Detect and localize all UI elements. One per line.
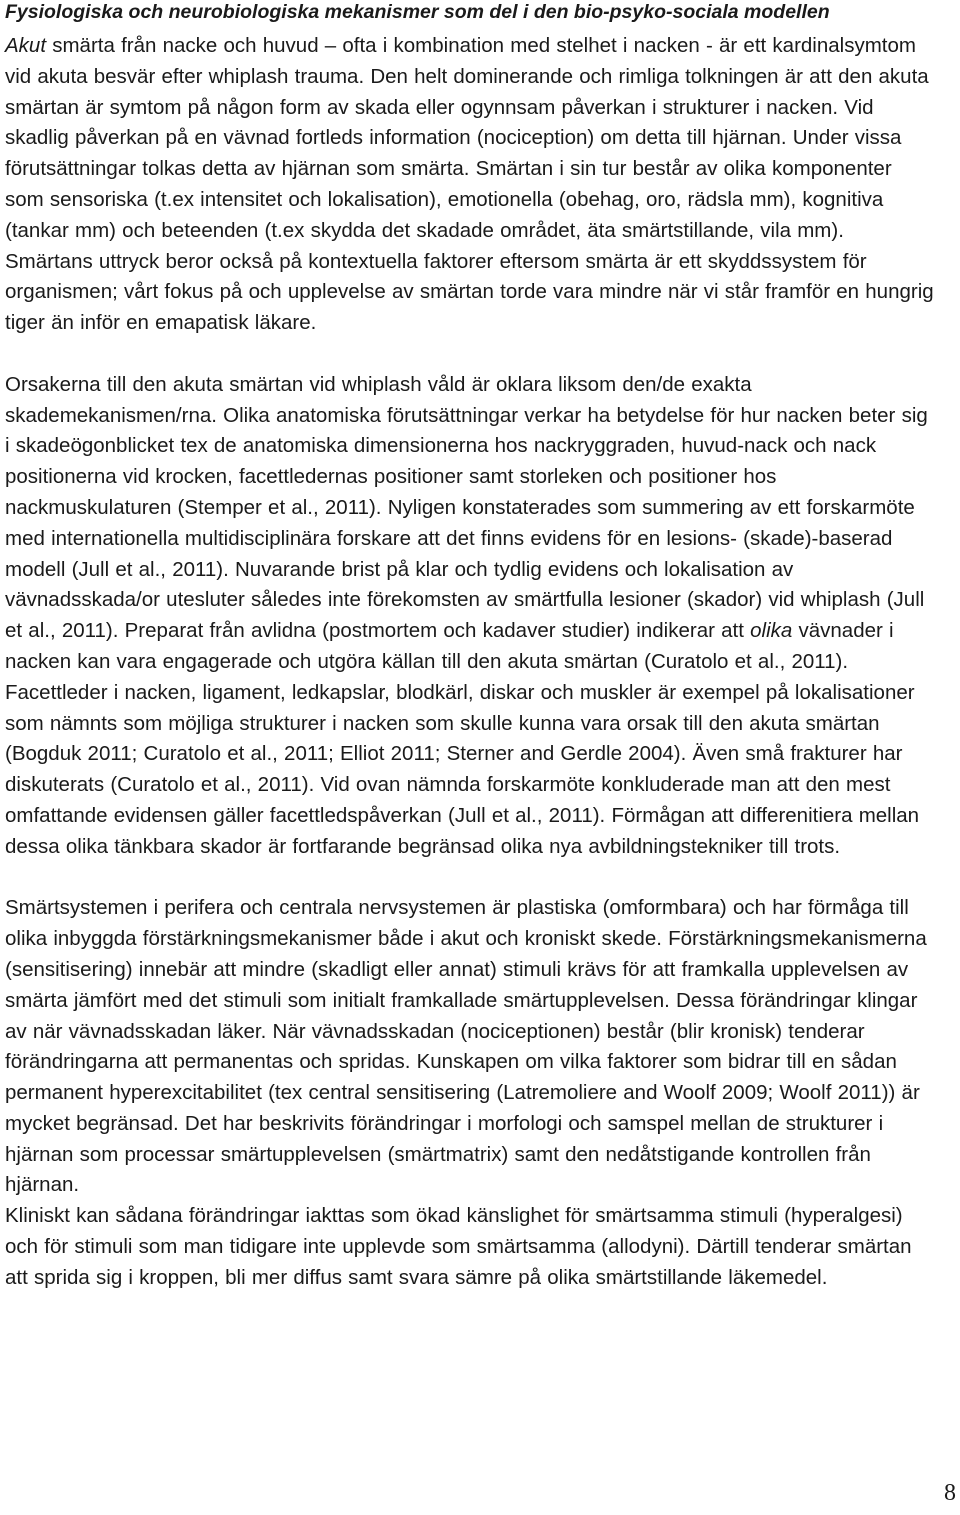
paragraph-causes [5, 370, 935, 863]
paragraph-spacer [5, 339, 935, 370]
emphasized-word: olika [750, 619, 793, 643]
paragraph-text: Orsakerna till den akuta smärtan vid whiplash våld är oklara liksom den/de exakta skademekanismen/rna. Olika anatomiska förutsättningar verkar ha betydelse för hur nacken beter sig i skadeögonblicket tex de anatomiska dimensionerna hos nackryggraden, huvud-nack och nack positionerna vid krocken, facettledernas positioner samt storleken och positioner hos nackmuskulaturen (Stemper et al., 2011). Nyligen konstaterades som summering av ett forskarmöte med internationella multidisciplinära forskare att det finns evidens för en lesions- (skade)-baserad modell (Jull et al., 2011). Nuvarande brist på klar och tydlig evidens och lokalisation av vävnadsskada/or utesluter således inte förekomsten av smärtfulla lesioner (skador) vid whiplash (Jull et al., 2011). Preparat från avlidna (postmortem och kadaver studier) indikerar att [5, 372, 928, 643]
paragraph-spacer [5, 863, 935, 894]
paragraph-clinical: Kliniskt kan sådana förändringar iakttas som ökad känslighet för smärtsamma stimuli (hyperalgesi) och för stimuli som man tidigare inte upplevde som smärtsamma (allodyni). Därtill tenderar smärtan att sprida sig i kroppen, bli mer diffus samt svara sämre på olika smärtstillande läkemedel. [5, 1204, 912, 1289]
section-heading: Fysiologiska och neurobiologiska mekanismer som del i den bio-psyko-sociala modellen [5, 1, 830, 23]
paragraph-lead-word: Akut [5, 34, 47, 57]
page-number: 8 [944, 1480, 956, 1506]
paragraph-pain-systems: Smärtsystemen i perifera och centrala nervsystemen är plastiska (omformbara) och har förmåga till olika inbyggda förstärkningsmekanismer både i akut och kroniskt skede. Förstärkningsmekanismerna (sensitisering) innebär att mindre (skadligt eller annat) stimuli krävs för att framkalla upplevelsen av smärta jämfört med det stimuli som initialt framkallade smärtupplevelsen. Dessa förändringar klingar av när vävnadsskadan läker. När vävnadsskadan (nociceptionen) består (blir kronisk) tenderar förändringarna att permanentas och spridas. Kunskapen om vilka faktorer som bidrar till en sådan permanent hyperexcitabilitet (tex central sensitisering (Latremoliere and Woolf 2009; Woolf 2011)) är mycket begränsad. Det har beskrivits förändringar i morfologi och samspel mellan de strukturer i hjärnan som processar smärtupplevelsen (smärtmatrix) samt den nedåtstigande kontrollen från hjärnan. [5, 896, 927, 1197]
paragraph-text: vävnader i nacken kan vara engagerade och utgöra källan till den akuta smärtan (Curatolo et al., 2011). Facettleder i nacken, ligament, ledkapslar, blodkärl, diskar och muskler är exempel på lokalisationer som nämnts som möjliga strukturer i nacken som skulle kunna vara orsak till den akuta smärtan (Bogduk 2011; Curatolo et al., 2011; Elliot 2011; Sterner and Gerdle 2004). Även små frakturer har diskuterats (Curatolo et al., 2011). Vid ovan nämnda forskarmöte konkluderade man att den mest omfattande evidensen gäller facettledspåverkan (Jull et al., 2011). Förmågan att differenitiera mellan dessa olika tänkbara skador är fortfarande begränsad olika nya avbildningstekniker till trots. [5, 619, 920, 858]
paragraph-text: smärta från nacke och huvud – ofta i kombination med stelhet i nacken - är ett kardinalsymtom vid akuta besvär efter whiplash trauma. Den helt dominerande och rimliga tolkningen är att den akuta smärtan är symtom på någon form av skada eller ogynnsam påverkan i strukturer i nacken. Vid skadlig påverkan på en vävnad fortleds information (nociception) om detta till hjärnan. Under vissa förutsättningar tolkas detta av hjärnan som smärta. Smärtan i sin tur består av olika komponenter som sensoriska (t.ex intensitet och lokalisation), emotionella (obehag, oro, rädsla mm), kognitiva (tankar mm) och beteenden (t.ex skydda det skadade området, äta smärtstillande, vila mm). Smärtans uttryck beror också på kontextuella faktorer eftersom smärta är ett skyddssystem för organismen; vårt fokus på och upplevelse av smärtan torde vara mindre när vi står framför en hungrig tiger än inför en emapatisk läkare. [5, 34, 934, 335]
paragraph-acute-pain [5, 31, 935, 339]
document-page [5, 0, 935, 1294]
